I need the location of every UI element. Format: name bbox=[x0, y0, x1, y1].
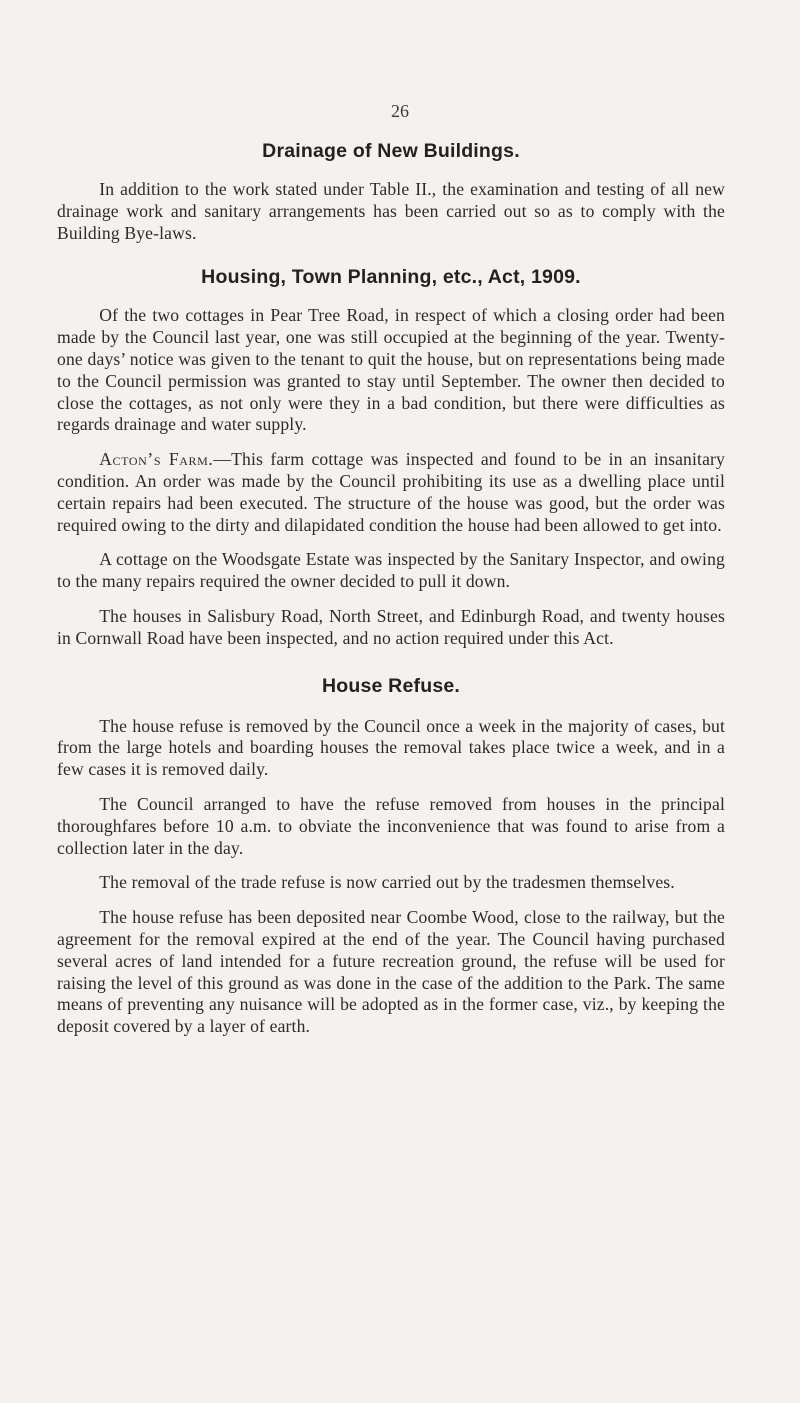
section-heading-drainage: Drainage of New Buildings. bbox=[262, 140, 520, 162]
paragraph-inspected-houses: The houses in Salisbury Road, North Street, and Edinburgh Road, and twenty houses in Cornwall Road have been inspected, and no action required under this Act. bbox=[57, 605, 725, 648]
paragraph-drainage: In addition to the work stated under Table II., the examination and testing of all new drainage work and sanitary arrangements has been carried out so as to comply with the Building Bye-laws. bbox=[57, 179, 725, 243]
paragraph-coombe-wood: The house refuse has been deposited near Coombe Wood, close to the railway, but the agreement for the removal expired at the end of the year. The Council having purchased several acres of land intended for a future recreation ground, the refuse will be used for raising the level of this ground as was done in the case of the addition to the Park. The same means of preventing any nuisance will be adopted as in the former case, viz., by keeping the deposit covered by a layer of earth. bbox=[57, 907, 725, 1037]
section-heading-refuse: House Refuse. bbox=[321, 674, 461, 697]
paragraph-pear-tree-road: Of the two cottages in Pear Tree Road, in respect of which a closing order had been made by the Council last year, one was still occupied at the beginning of the year. Twenty-one days’ notice was given to the tenant to quit the house, but on representations being made to the Council permission was granted to stay until September. The owner then decided to close the cottages, as not only were they in a bad condition, but there were difficulties as regards drainage and water supply. bbox=[57, 305, 725, 435]
section-heading-housing: Housing, Town Planning, etc., Act, 1909. bbox=[201, 266, 581, 289]
page-number: 26 bbox=[391, 101, 409, 121]
paragraph-actons-farm bbox=[57, 449, 725, 536]
paragraph-thoroughfares: The Council arranged to have the refuse removed from houses in the principal thoroughfares before 10 a.m. to obviate the inconvenience that was found to arise from a collection later in the day. bbox=[57, 793, 725, 858]
paragraph-woodsgate: A cottage on the Woodsgate Estate was inspected by the Sanitary Inspector, and owing to the many repairs required the owner decided to pull it down. bbox=[57, 549, 725, 592]
paragraph-refuse-removal: The house refuse is removed by the Council once a week in the majority of cases, but from the large hotels and boarding houses the removal takes place twice a week, and in a few cases it is removed daily. bbox=[57, 715, 725, 780]
actons-farm-label: Acton’s Farm. bbox=[99, 449, 214, 470]
paragraph-trade-refuse: The removal of the trade refuse is now carried out by the tradesmen themselves. bbox=[99, 872, 675, 893]
actons-farm-text: —This farm cottage was inspected and found to be in an insanitary condition. An order was made by the Council prohibiting its use as a dwelling place until certain repairs had been executed. The structure of the house was good, but the order was required owing to the dirty and dilapidated condition the house had been allowed to get into. bbox=[57, 449, 725, 535]
page-content bbox=[57, 140, 725, 1038]
